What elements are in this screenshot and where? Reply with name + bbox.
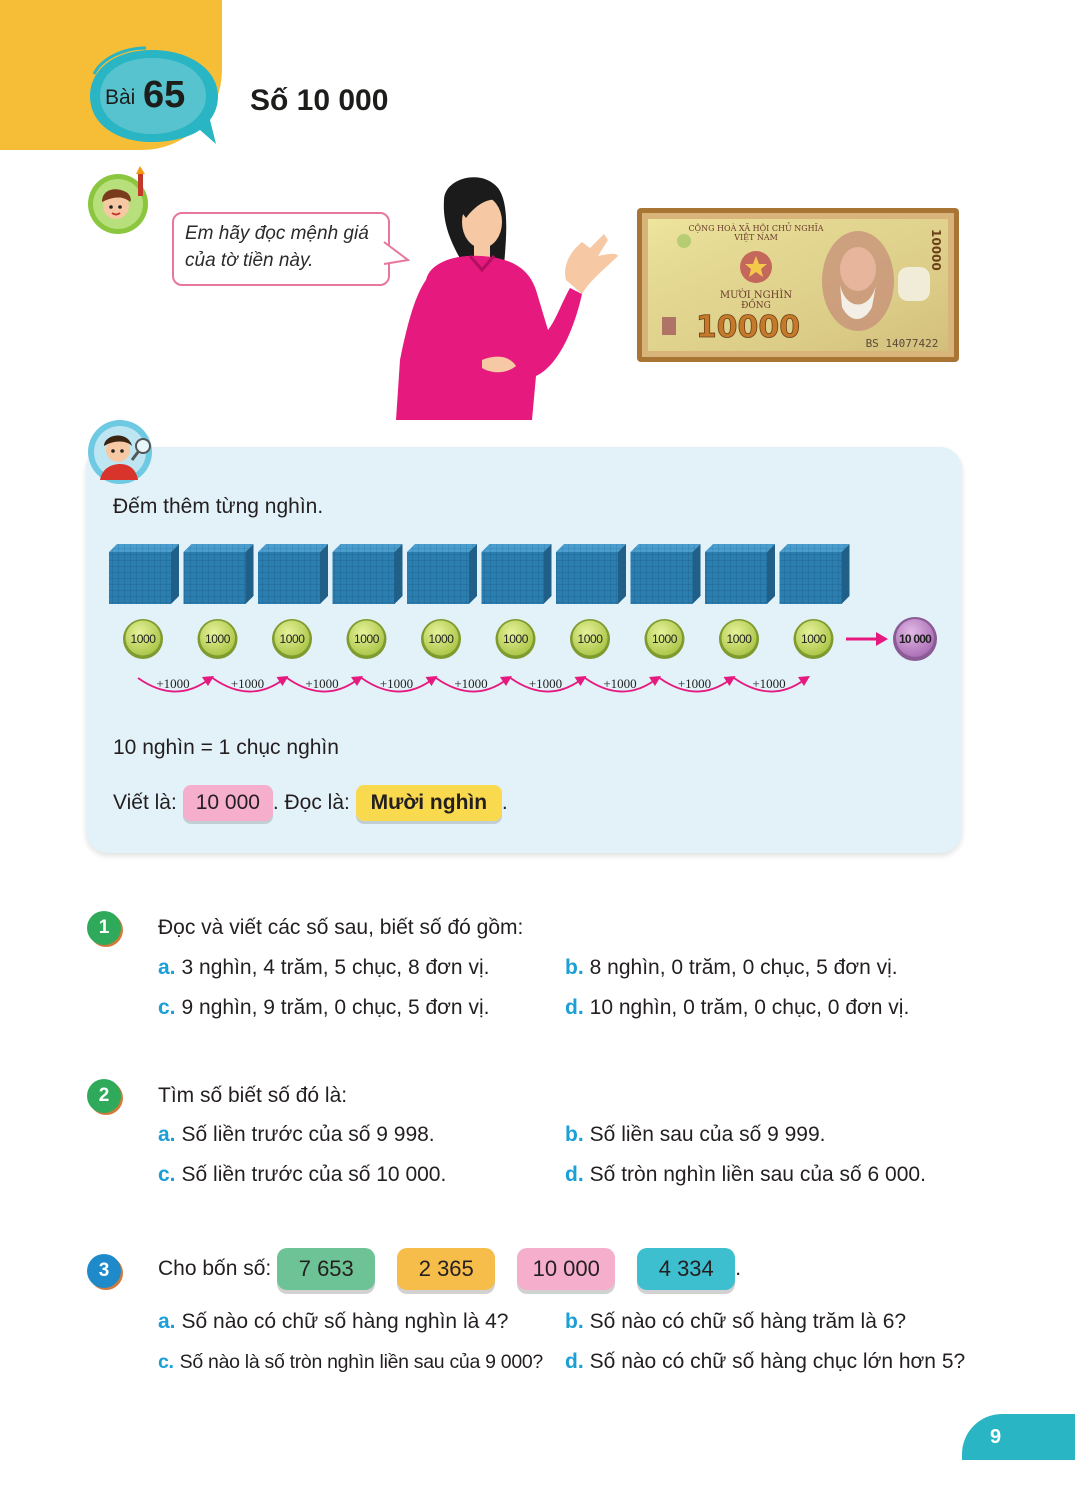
thousand-block-icon bbox=[109, 544, 179, 604]
exercise-1-number-badge: 1 bbox=[87, 911, 121, 945]
thousand-block-icon bbox=[184, 544, 254, 604]
exercise-3-item-c bbox=[158, 1351, 543, 1374]
exercise-2-number-badge: 2 bbox=[87, 1079, 121, 1113]
item-label: d. bbox=[565, 1163, 584, 1186]
coin-1000-label: 1000 bbox=[800, 632, 827, 646]
exercise-2-item-a bbox=[158, 1123, 435, 1147]
item-label: a. bbox=[158, 1123, 176, 1146]
banknote-value: 10000 bbox=[695, 310, 801, 345]
thousand-block-icon bbox=[780, 544, 850, 604]
item-label: b. bbox=[565, 956, 584, 979]
item-label: b. bbox=[565, 1123, 584, 1146]
number-row-end-dot: . bbox=[735, 1257, 742, 1280]
number-box-10000: 10 000 bbox=[517, 1248, 615, 1290]
item-text: 3 nghìn, 4 trăm, 5 chục, 8 đơn vị. bbox=[181, 956, 490, 979]
coin-1000-label: 1000 bbox=[726, 632, 752, 646]
number-box-2365: 2 365 bbox=[397, 1248, 495, 1290]
banknote-words-2: ĐỒNG bbox=[741, 301, 771, 311]
exercise-2-item-c bbox=[158, 1163, 446, 1187]
read-label: . Đọc là: bbox=[272, 791, 350, 814]
item-label: c. bbox=[158, 1351, 174, 1373]
girl-magnifier-avatar-icon bbox=[86, 416, 158, 488]
write-value-box: 10 000 bbox=[183, 785, 273, 821]
exercise-2-item-d bbox=[565, 1163, 926, 1187]
lesson-number: 65 bbox=[143, 74, 186, 116]
thousand-block-icon bbox=[482, 544, 552, 604]
thousand-block-icon bbox=[258, 544, 328, 604]
item-label: b. bbox=[565, 1310, 584, 1333]
thousand-coins bbox=[123, 619, 834, 659]
boy-avatar-icon bbox=[86, 166, 156, 236]
thousand-block-icon bbox=[556, 544, 626, 604]
exercise-3-item-d bbox=[565, 1350, 965, 1374]
exercise-1-item-c bbox=[158, 996, 489, 1020]
item-label: d. bbox=[565, 996, 584, 1019]
teacher-illustration bbox=[386, 170, 622, 420]
thousand-block-icon bbox=[407, 544, 477, 604]
banknote-value-vertical: 10000 bbox=[929, 229, 943, 271]
page-number: 9 bbox=[990, 1426, 1002, 1448]
coin-10000-label: 10 000 bbox=[899, 632, 931, 646]
coin-1000-label: 1000 bbox=[204, 632, 231, 646]
step-label: +1000 bbox=[379, 676, 414, 691]
coin-1000-label: 1000 bbox=[353, 632, 380, 646]
exercise-3-number-badge: 3 bbox=[87, 1254, 121, 1288]
step-label: +1000 bbox=[230, 676, 265, 691]
exercise-3-number-row bbox=[158, 1247, 741, 1291]
exercise-1-item-a bbox=[158, 956, 489, 980]
step-label: +1000 bbox=[454, 676, 488, 691]
coin-1000-label: 1000 bbox=[502, 632, 529, 646]
item-text: Số liền sau của số 9 999. bbox=[589, 1123, 826, 1146]
item-text: Số tròn nghìn liền sau của số 6 000. bbox=[589, 1163, 926, 1186]
item-text: Số liền trước của số 9 998. bbox=[181, 1123, 435, 1146]
coin-1000-label: 1000 bbox=[130, 632, 156, 646]
step-label: +1000 bbox=[603, 676, 637, 691]
lesson-label: Bài bbox=[105, 86, 136, 109]
exercise-3-item-b bbox=[565, 1310, 906, 1334]
banknote-words-1: MƯỜI NGHÌN bbox=[719, 290, 793, 301]
item-label: d. bbox=[565, 1350, 584, 1373]
item-text: 9 nghìn, 9 trăm, 0 chục, 5 đơn vị. bbox=[181, 996, 490, 1019]
plus-thousand-steps bbox=[138, 676, 810, 692]
item-label: c. bbox=[158, 996, 176, 1019]
speech-line-1: Em hãy đọc mệnh giá bbox=[185, 223, 369, 244]
item-text: Số nào có chữ số hàng nghìn là 4? bbox=[181, 1310, 509, 1333]
banknote-serial: BS 14077422 bbox=[865, 337, 939, 350]
coin-1000-label: 1000 bbox=[577, 632, 603, 646]
write-label: Viết là: bbox=[113, 791, 177, 814]
exercise-2-item-b bbox=[565, 1123, 826, 1147]
banknote-10000-image bbox=[636, 207, 960, 363]
banknote-line-2: VIỆT NAM bbox=[734, 233, 778, 242]
item-text: Số nào có chữ số hàng chục lớn hơn 5? bbox=[589, 1350, 966, 1373]
item-text: 8 nghìn, 0 trăm, 0 chục, 5 đơn vị. bbox=[589, 956, 898, 979]
exercise-1-prompt: Đọc và viết các số sau, biết số đó gồm: bbox=[158, 916, 524, 939]
number-box-7653: 7 653 bbox=[277, 1248, 375, 1290]
exercise-2-prompt: Tìm số biết số đó là: bbox=[158, 1084, 348, 1107]
banknote-line-1: CỘNG HOÀ XÃ HỘI CHỦ NGHĨA bbox=[688, 224, 824, 233]
step-label: +1000 bbox=[305, 676, 339, 691]
exercise-3-item-a bbox=[158, 1310, 508, 1334]
item-text: 10 nghìn, 0 trăm, 0 chục, 0 đơn vị. bbox=[589, 996, 910, 1019]
step-label: +1000 bbox=[156, 676, 190, 691]
coin-1000-label: 1000 bbox=[279, 632, 305, 646]
write-read-row bbox=[113, 781, 508, 825]
exercise-1-item-b bbox=[565, 956, 898, 980]
step-label: +1000 bbox=[677, 676, 712, 691]
item-text: Số nào có chữ số hàng trăm là 6? bbox=[589, 1310, 907, 1333]
page-title: Số 10 000 bbox=[250, 84, 389, 117]
thousand-blocks bbox=[109, 544, 850, 604]
coin-1000-label: 1000 bbox=[428, 632, 454, 646]
step-label: +1000 bbox=[528, 676, 563, 691]
page-number-tab bbox=[962, 1414, 1075, 1460]
thousand-blocks-and-coins bbox=[100, 536, 960, 706]
number-box-4334: 4 334 bbox=[637, 1248, 735, 1290]
counting-title: Đếm thêm từng nghìn. bbox=[113, 495, 324, 518]
thousand-block-icon bbox=[631, 544, 701, 604]
item-text: Số liền trước của số 10 000. bbox=[181, 1163, 447, 1186]
arrow-right-icon bbox=[876, 632, 888, 646]
thousand-block-icon bbox=[705, 544, 775, 604]
item-label: a. bbox=[158, 1310, 176, 1333]
item-text: Số nào là số tròn nghìn liền sau của 9 000? bbox=[179, 1351, 543, 1373]
coin-1000-label: 1000 bbox=[651, 632, 678, 646]
thousand-block-icon bbox=[333, 544, 403, 604]
read-value-box: Mười nghìn bbox=[356, 785, 502, 821]
speech-text bbox=[185, 220, 385, 274]
item-label: c. bbox=[158, 1163, 176, 1186]
speech-line-2: của tờ tiền này. bbox=[185, 250, 314, 271]
step-label: +1000 bbox=[752, 676, 786, 691]
item-label: a. bbox=[158, 956, 176, 979]
exercise-1-item-d bbox=[565, 996, 909, 1020]
exercise-3-prompt: Cho bốn số: bbox=[158, 1257, 272, 1280]
thousand-equation: 10 nghìn = 1 chục nghìn bbox=[113, 736, 339, 759]
read-end-dot: . bbox=[501, 791, 508, 814]
